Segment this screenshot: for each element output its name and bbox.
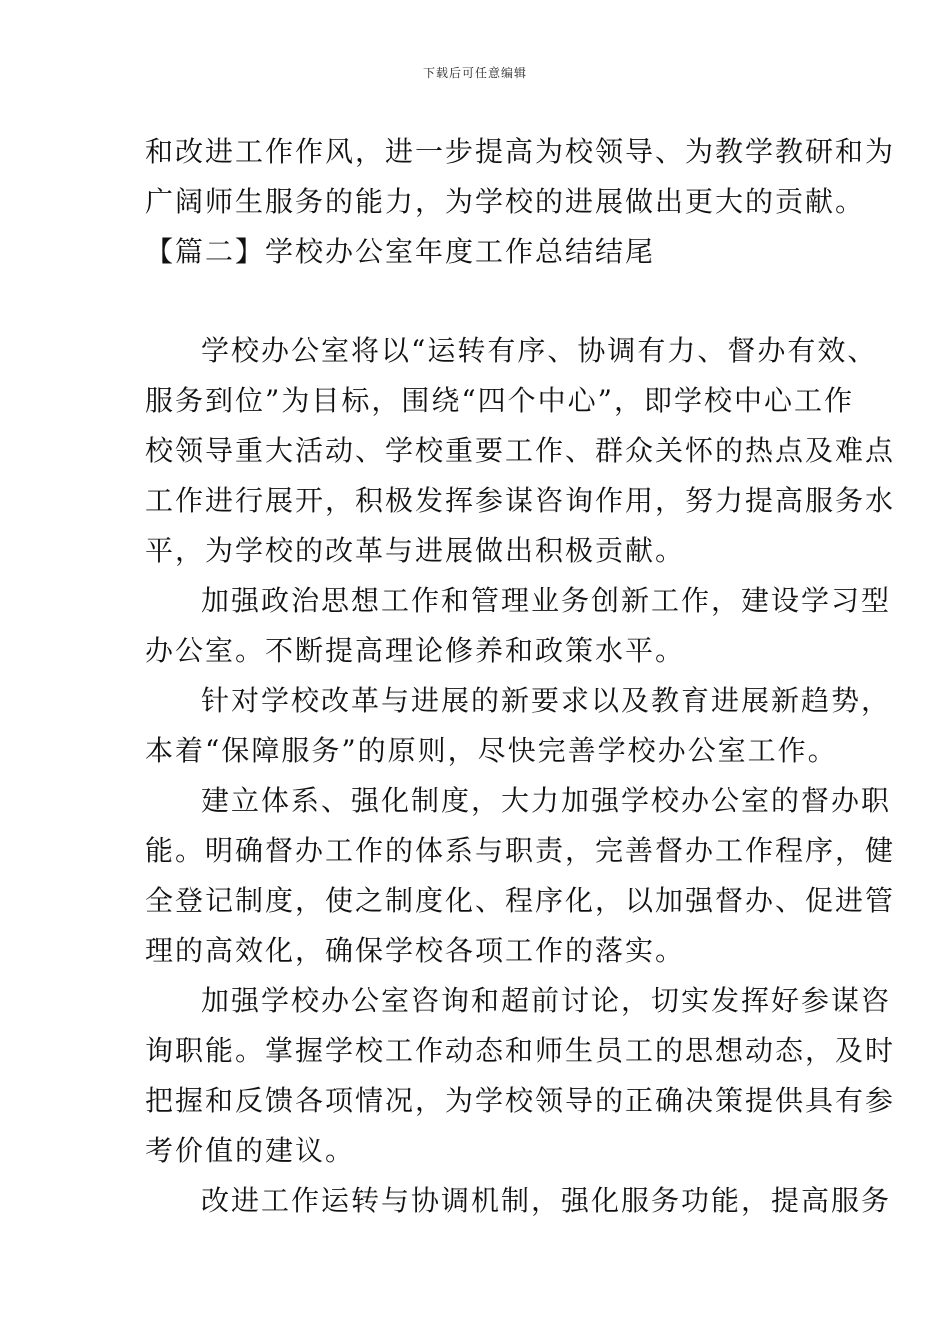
section-gap bbox=[145, 277, 810, 326]
text-line: 能。明确督办工作的体系与职责，完善督办工作程序，健 bbox=[145, 834, 896, 867]
paragraph-start: 建立体系、强化制度，大力加强学校办公室的督办职 bbox=[201, 784, 892, 817]
text-line: 校领导重大活动、学校重要工作、群众关怀的热点及难点 bbox=[145, 434, 896, 467]
text-line: 考价值的建议。 bbox=[145, 1134, 356, 1167]
text-line: 本着“保障服务”的原则，尽快完善学校办公室工作。 bbox=[145, 734, 838, 767]
text-line: 询职能。掌握学校工作动态和师生员工的思想动态，及时 bbox=[145, 1034, 896, 1067]
text-line: 全登记制度，使之制度化、程序化，以加强督办、促进管 bbox=[145, 884, 896, 917]
page-header: 下载后可任意编辑 bbox=[422, 66, 527, 80]
paragraph-start: 学校办公室将以“运转有序、协调有力、督办有效、 bbox=[201, 334, 878, 367]
paragraph-start: 加强政治思想工作和管理业务创新工作，建设学习型 bbox=[201, 584, 892, 617]
paragraph-start: 加强学校办公室咨询和超前讨论，切实发挥好参谋咨 bbox=[201, 984, 892, 1017]
section-heading: 【篇二】学校办公室年度工作总结结尾 bbox=[145, 235, 656, 268]
text-line: 工作进行展开，积极发挥参谋咨询作用，努力提高服务水 bbox=[145, 484, 896, 517]
text-line: 和改进工作作风，进一步提高为校领导、为教学教研和为 bbox=[145, 135, 896, 168]
document-body bbox=[145, 127, 896, 1226]
text-line: 平，为学校的改革与进展做出积极贡献。 bbox=[145, 534, 686, 567]
text-line: 把握和反馈各项情况，为学校领导的正确决策提供具有参 bbox=[145, 1084, 896, 1117]
text-line: 办公室。不断提高理论修养和政策水平。 bbox=[145, 634, 686, 667]
text-line: 服务到位”为目标，围绕“四个中心”，即学校中心工作 bbox=[145, 384, 854, 417]
text-line: 理的高效化，确保学校各项工作的落实。 bbox=[145, 934, 686, 967]
paragraph-start: 改进工作运转与协调机制，强化服务功能，提高服务 bbox=[201, 1184, 892, 1217]
paragraph-start: 针对学校改革与进展的新要求以及教育进展新趋势， bbox=[201, 684, 892, 717]
text-line: 广阔师生服务的能力，为学校的进展做出更大的贡献。 bbox=[145, 185, 866, 218]
